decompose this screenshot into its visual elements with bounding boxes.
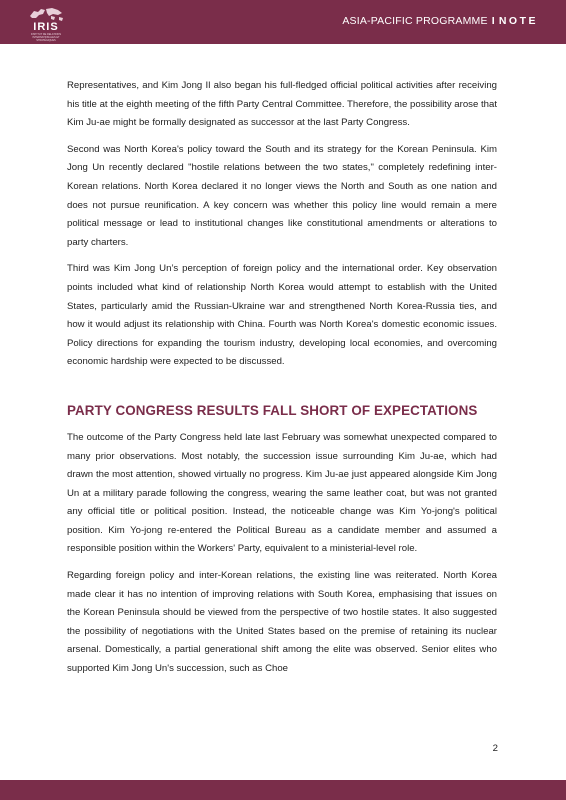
paragraph-5: Regarding foreign policy and inter-Korean relations, the existing line was reiterated. North Korea made clear it has no intention of improving relations with South Korea, emphasising that issues on the Korean Peninsula should be viewed from the perspective of two hostile states. It also suggested the possibility of negotiations with the United States based on the premise of retaining its nuclear arsenal. Domestically, a partial generational shift among the elite was observed. Senior elites who supported Kim Jong Un's succession, such as Choe [67,570,497,675]
document-type: NOTE [498,15,538,27]
programme-label [342,15,538,27]
logo-subtext: INSTITUT DE RELATIONS INTERNATIONALES ET STRATÉGIQUES [30,33,62,42]
page-number: 2 [492,743,498,754]
page-header [0,0,566,44]
paragraph-2: Second was North Korea's policy toward the South and its strategy for the Korean Peninsula. Kim Jong Un recently declared "hostile relations between the two states," completely redefining inter-Korean relations. North Korea declared it no longer views the North and South as one nation and does not pursue reunification. A key concern was whether this policy line would remain a mere political message or lead to institutional changes like constitutional amendments or alterations to party charters. [67,143,497,248]
paragraph-4: The outcome of the Party Congress held late last February was somewhat unexpected compared to many prior observations. Most notably, the succession issue surrounding Kim Ju-ae, which had drawn the most attention, showed virtually no progress. Kim Ju-ae just appeared alongside Kim Jong Un at a military parade following the congress, wearing the same leather coat, but was not granted any official title or political position. Instead, the noticeable change was Kim Yo-jong's political position. Kim Yo-jong re-entered the Political Bureau as a candidate member and assumed a responsible position within the Workers' Party, equivalent to a ministerial-level role. [67,431,497,555]
logo-wordmark: IRIS [33,21,59,33]
iris-logo [24,4,68,40]
page-footer-bar [0,780,566,800]
paragraph-1: Representatives, and Kim Jong Il also began his full-fledged official political activities after receiving his title at the eighth meeting of the fifth Party Central Committee. Therefore, the possibility arose that Kim Ju-ae might be formally designated as successor at the last Party Congress. [67,80,497,129]
paragraph-3: Third was Kim Jong Un’s perception of foreign policy and the international order. Key observation points included what kind of relationship North Korea would attempt to establish with the United States, particularly amid the Russian-Ukraine war and strengthened North Korea-Russia ties, and how it would adjust its relationship with China. Fourth was North Korea's domestic economic issues. Policy directions for expanding the tourism industry, developing local economies, and overcoming economic hardship were expected to be discussed. [67,263,497,368]
header-separator: I [491,15,495,27]
document-body [67,77,497,687]
section-heading: PARTY CONGRESS RESULTS FALL SHORT OF EXPECTATIONS [67,402,478,418]
programme-name: ASIA-PACIFIC PROGRAMME [342,15,488,27]
